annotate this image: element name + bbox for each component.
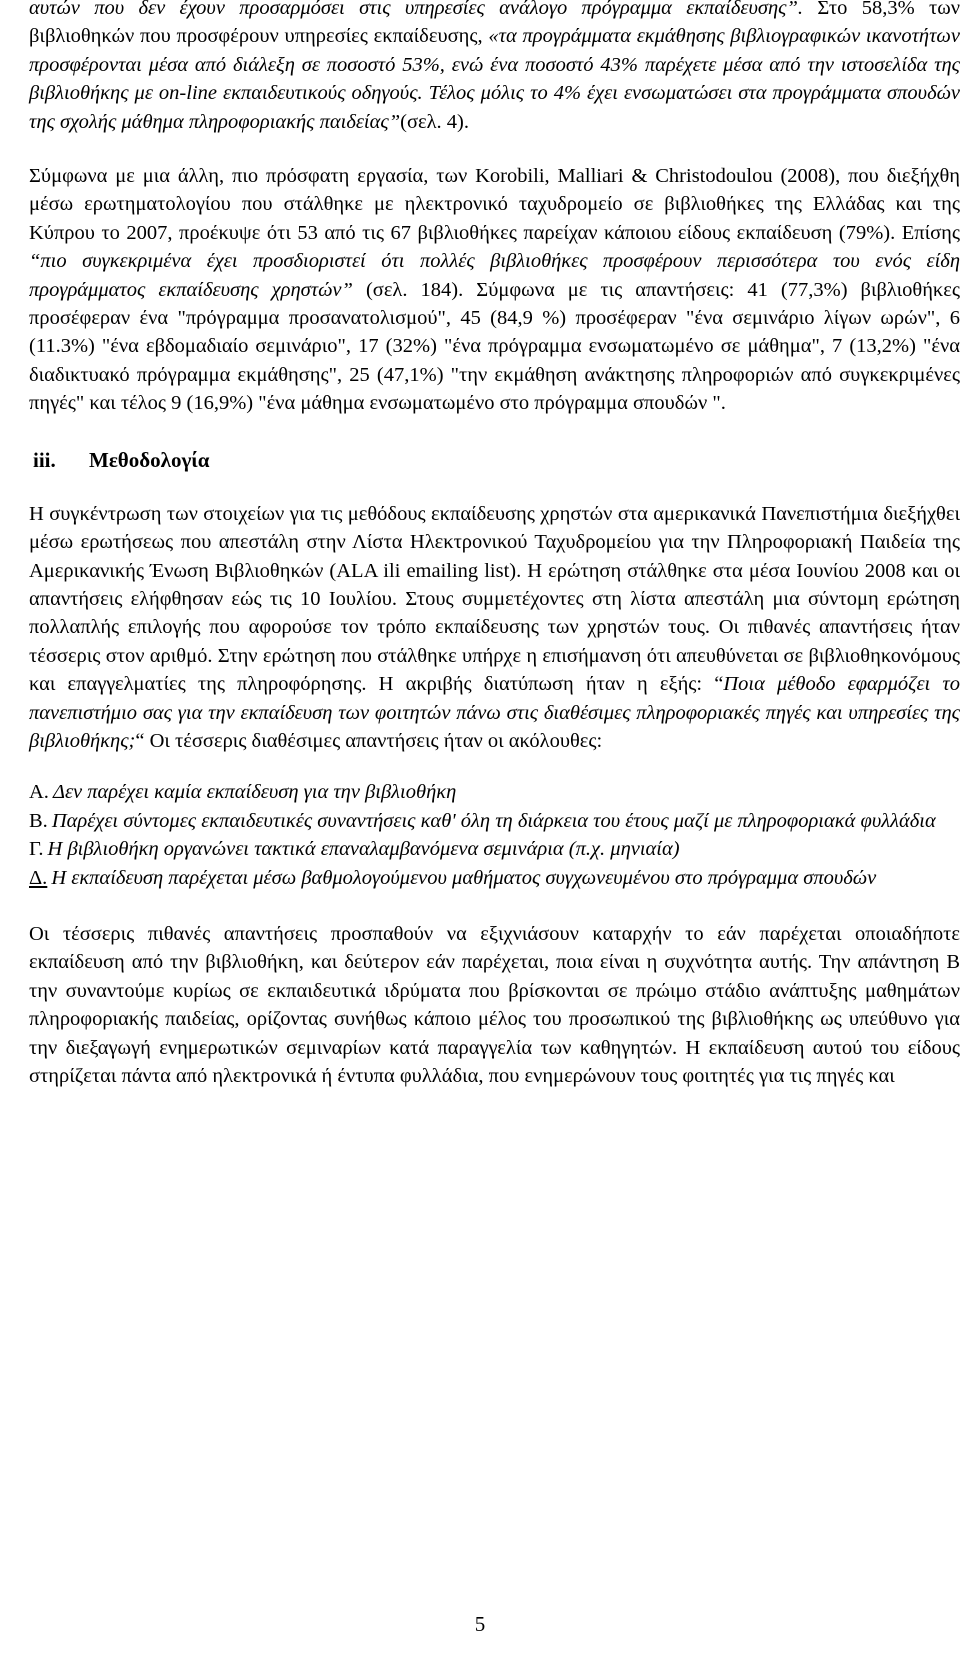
- option-text: Η εκπαίδευση παρέχεται μέσω βαθμολογούμενου μαθήματος συγχωνευμένου στο πρόγραμμα σπουδών: [51, 866, 877, 889]
- page-number: 5: [474, 1612, 486, 1636]
- methodology-paragraph: [29, 500, 960, 756]
- section-number: iii.: [33, 447, 56, 472]
- option-text: Δεν παρέχει καμία εκπαίδευση για την βιβλιοθήκη: [52, 781, 457, 804]
- option-letter: Γ.: [29, 838, 44, 861]
- intro-quote-2: «τα προγράμματα εκμάθησης βιβλιογραφικών ικανοτήτων προσφέρονται μέσα από διάλεξη σε ποσοστό 53%, ενώ ένα ποσοστό 43% παρέχετε μέσα από την ιστοσελίδα της βιβλιοθήκης με on-line εκπαιδευτικούς οδηγούς. Τέλος μόλις το 4% έχει ενσωματώσει στα προγράμματα σπουδών της σχολής μάθημα πληροφοριακής παιδείας”: [29, 25, 960, 133]
- methodology-text-1: Η συγκέντρωση των στοιχείων για τις μεθόδους εκπαίδευσης χρηστών στα αμερικανικά Πανεπιστήμια διεξήχθει μέσω ερωτήσεως που απεστάλη στην Λίστα Ηλεκτρονικού Ταχυδρομείου για την Πληροφοριακή Παιδεία της Αμερικανικής Ένωση Βιβλιοθηκών (ALA ili emailing list). Η ερώτηση στάλθηκε στα μέσα Ιουνίου 2008 και οι απαντήσεις ελήφθησαν εώς τις 10 Ιουλίου. Στους συμμετέχοντες στη λίστα απεστάλη μια σύντομη ερώτηση πολλαπλής επιλογής που αφορούσε τον τρόπο εκπαίδευσης των χρηστών τους. Οι πιθανές απαντήσεις ήταν τέσσερις στον αριθμό. Στην ερώτηση που στάλθηκε υπήρχε η επισήμανση ότι απευθύνεται σε βιβλιοθηκονόμους και επαγγελματίες της πληροφόρησης. Η ακριβής διατύπωση ήταν η εξής: “: [29, 502, 960, 696]
- option-letter: Δ.: [29, 866, 48, 889]
- korobili-paragraph: [29, 162, 960, 418]
- option-text: Η βιβλιοθήκη οργανώνει τακτικά επαναλαμβανόμενα σεμινάρια (π.χ. μηνιαία): [47, 838, 680, 861]
- answer-option: [29, 807, 960, 835]
- methodology-text-2: “ Οι τέσσερις διαθέσιμες απαντήσεις ήταν οι ακόλουθες:: [135, 729, 603, 752]
- intro-text-1: Στο 58,3% των βιβλιοθηκών που προσφέρουν υπηρεσίες εκπαίδευσης,: [29, 0, 960, 48]
- answer-options-list: [29, 778, 960, 892]
- methodology-question: Ποια μέθοδο εφαρμόζει το πανεπιστήμιο σας για την εκπαίδευση των φοιτητών πάνω στις διαθέσιμες πληροφοριακές πηγές και υπηρεσίες της βιβλιοθήκης;: [29, 673, 960, 752]
- answer-option: [29, 778, 960, 806]
- korobili-text-1: Σύμφωνα με μια άλλη, πιο πρόσφατη εργασία, των Korobili, Malliari & Christodoulou (2008), που διεξήχθη μέσω ερωτηματολογίου που στάλθηκε με ηλεκτρονικό ταχυδρομείο σε βιβλιοθήκες της Ελλάδας και της Κύπρου το 2007, προέκυψε ότι 53 από τις 67 βιβλιοθήκες παρείχαν κάποιου είδους εκπαίδευση (79%). Επίσης: [29, 165, 960, 244]
- option-letter: Α.: [29, 781, 49, 804]
- korobili-quote: “πιο συγκεκριμένα έχει προσδιοριστεί ότι πολλές βιβλιοθήκες προσφέρουν περισσότερα του ενός είδη προγράμματος εκπαίδευσης χρηστών”: [29, 250, 960, 301]
- option-letter: Β.: [29, 809, 48, 832]
- answer-option: [29, 864, 960, 892]
- final-paragraph: Οι τέσσερις πιθανές απαντήσεις προσπαθούν να εξιχνιάσουν καταρχήν το εάν παρέχεται οποιαδήποτε εκπαίδευση από την βιβλιοθήκη, και δεύτερον εάν παρέχεται, ποια είναι η συχνότητα αυτής. Την απάντηση Β την συναντούμε κυρίως σε εκπαιδευτικά ιδρύματα που βρίσκονται σε πρώιμο στάδιο ανάπτυξης μαθημάτων πληροφοριακής παιδείας, ορίζοντας συνήθως κάποιο μέλος του προσωπικού της βιβλιοθήκης ως υπεύθυνο για την διεξαγωγή ενημερωτικών σεμιναρίων κατά παραγγελία των καθηγητών. Η εκπαίδευση αυτού του είδους στηρίζεται πάντα από ηλεκτρονικά ή έντυπα φυλλάδια, που ενημερώνουν τους φοιτητές για τις πηγές και: [29, 922, 960, 1087]
- section-heading: [29, 446, 960, 474]
- document-page: [29, 0, 960, 1090]
- section-title: Μεθοδολογία: [89, 447, 210, 472]
- answer-option: [29, 835, 960, 863]
- option-text: Παρέχει σύντομες εκπαιδευτικές συναντήσεις καθ' όλη τη διάρκεια του έτους μαζί με πληροφοριακά φυλλάδια: [51, 809, 936, 832]
- intro-paragraph: [29, 0, 960, 136]
- intro-quote-1: αυτών που δεν έχουν προσαρμόσει στις υπηρεσίες ανάλογο πρόγραμμα εκπαίδευσης”.: [29, 0, 804, 19]
- intro-citation: (σελ. 4).: [400, 110, 470, 133]
- korobili-text-2: (σελ. 184). Σύμφωνα με τις απαντήσεις: 41 (77,3%) βιβλιοθήκες προσέφεραν ένα "πρόγραμμα προσανατολισμού", 45 (84,9 %) προσέφεραν "ένα σεμινάριο λίγων ωρών", 6 (11.3%) "ένα εβδομαδιαίο σεμινάριο", 17 (32%) "ένα πρόγραμμα ενσωματωμένο σε μάθημα", 7 (13,2%) "ένα διαδικτυακό πρόγραμμα εκμάθησης", 25 (47,1%) "την εκμάθηση ανάκτησης πληροφοριών από συγκεκριμένες πηγές" και τέλος 9 (16,9%) "ένα μάθημα ενσωματωμένο στο πρόγραμμα σπουδών ".: [29, 278, 960, 415]
